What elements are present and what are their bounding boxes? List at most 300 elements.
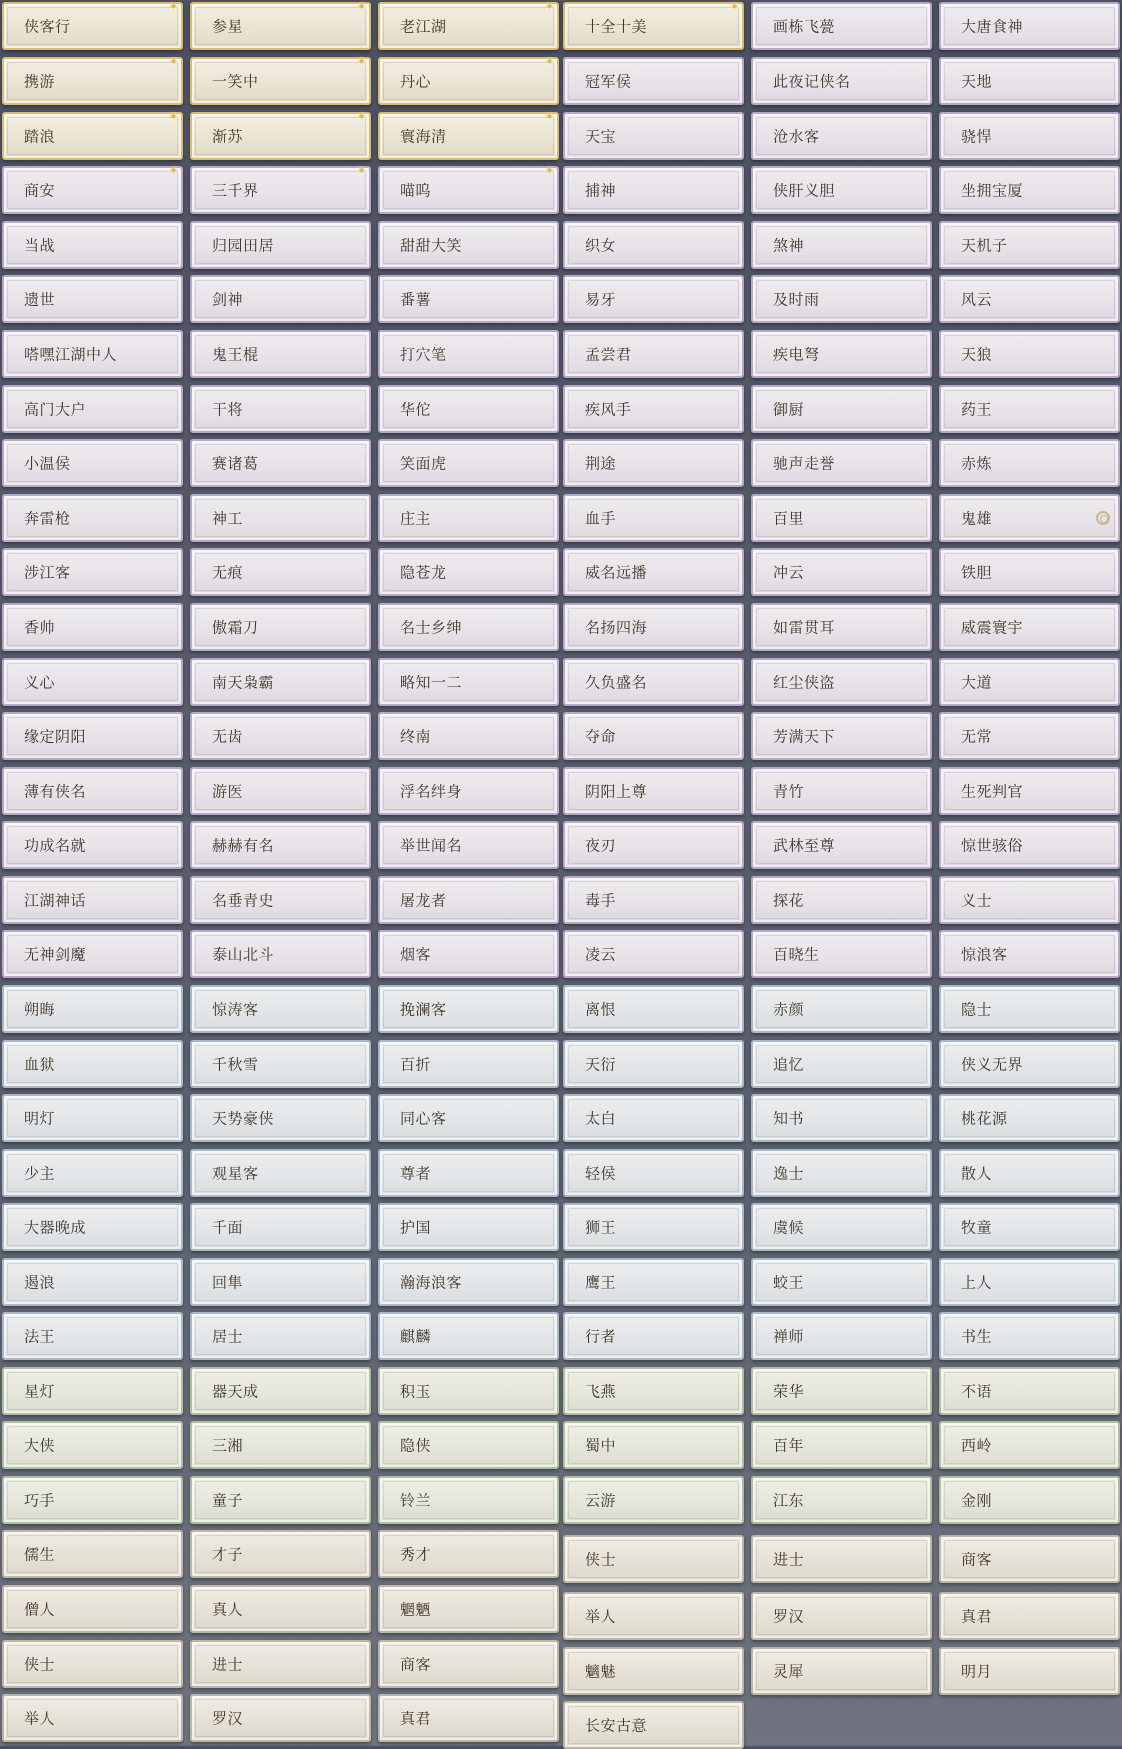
- title-plaque[interactable]: [190, 1585, 371, 1633]
- title-label: 织女: [585, 236, 617, 255]
- title-label: 侠客行: [24, 17, 71, 36]
- title-plaque[interactable]: [378, 275, 559, 323]
- title-plaque[interactable]: [939, 1476, 1120, 1524]
- title-plaque[interactable]: [190, 275, 371, 323]
- title-label: 凌云: [585, 945, 617, 964]
- title-label: 寰海清: [400, 127, 447, 146]
- title-label: 荣华: [773, 1382, 805, 1401]
- title-plaque[interactable]: [563, 166, 744, 214]
- title-plaque[interactable]: [939, 166, 1120, 214]
- title-plaque[interactable]: [939, 275, 1120, 323]
- title-plaque[interactable]: [751, 494, 932, 542]
- title-label: 百年: [773, 1436, 805, 1455]
- title-label: 惊浪客: [961, 945, 1008, 964]
- title-label: 行者: [585, 1327, 617, 1346]
- title-label: 追忆: [773, 1055, 805, 1074]
- title-label: 真君: [400, 1709, 432, 1728]
- title-plaque[interactable]: [563, 1535, 744, 1583]
- title-label: 芳满天下: [773, 727, 836, 746]
- title-label: 魍魉: [400, 1600, 432, 1619]
- title-label: 巧手: [24, 1491, 56, 1510]
- title-plaque[interactable]: [2, 1421, 183, 1469]
- title-label: 上人: [961, 1273, 993, 1292]
- new-star-icon: ✦: [544, 55, 555, 68]
- title-plaque[interactable]: [563, 876, 744, 924]
- title-plaque[interactable]: [2, 821, 183, 869]
- title-plaque[interactable]: [939, 930, 1120, 978]
- title-plaque[interactable]: [563, 1258, 744, 1306]
- title-plaque[interactable]: [939, 385, 1120, 433]
- title-plaque[interactable]: [2, 658, 183, 706]
- title-plaque[interactable]: [751, 275, 932, 323]
- title-plaque[interactable]: [190, 1203, 371, 1251]
- title-plaque[interactable]: [751, 57, 932, 105]
- title-plaque[interactable]: [190, 1476, 371, 1524]
- title-label: 高门大户: [24, 400, 87, 419]
- title-plaque[interactable]: [190, 930, 371, 978]
- title-plaque[interactable]: [378, 439, 559, 487]
- title-plaque[interactable]: [939, 112, 1120, 160]
- title-label: 百里: [773, 509, 805, 528]
- title-plaque[interactable]: [751, 221, 932, 269]
- title-plaque[interactable]: [751, 1535, 932, 1583]
- title-plaque[interactable]: [563, 1701, 744, 1749]
- title-plaque[interactable]: [190, 603, 371, 651]
- title-plaque[interactable]: [378, 221, 559, 269]
- title-plaque[interactable]: [378, 1694, 559, 1742]
- title-plaque[interactable]: [378, 1367, 559, 1415]
- title-plaque[interactable]: [2, 1694, 183, 1742]
- title-label: 三湘: [212, 1436, 244, 1455]
- title-label: 喵呜: [400, 181, 432, 200]
- new-star-icon: ✦: [356, 164, 367, 177]
- title-plaque[interactable]: [563, 1203, 744, 1251]
- title-label: 骁悍: [961, 127, 993, 146]
- title-label: 遏浪: [24, 1273, 56, 1292]
- title-plaque[interactable]: [751, 1203, 932, 1251]
- title-plaque[interactable]: [2, 221, 183, 269]
- title-plaque[interactable]: [563, 1647, 744, 1695]
- title-plaque[interactable]: [2, 1258, 183, 1306]
- title-plaque[interactable]: [563, 603, 744, 651]
- title-label: 隐士: [961, 1000, 993, 1019]
- title-plaque[interactable]: [190, 1367, 371, 1415]
- title-plaque[interactable]: [939, 876, 1120, 924]
- title-plaque[interactable]: [751, 767, 932, 815]
- title-plaque[interactable]: [190, 439, 371, 487]
- title-plaque[interactable]: [751, 1040, 932, 1088]
- title-plaque[interactable]: [378, 1149, 559, 1197]
- title-plaque[interactable]: [939, 1040, 1120, 1088]
- title-plaque[interactable]: [190, 658, 371, 706]
- title-plaque[interactable]: [939, 221, 1120, 269]
- title-label: 举世闻名: [400, 836, 463, 855]
- title-label: 离恨: [585, 1000, 617, 1019]
- title-plaque[interactable]: [563, 385, 744, 433]
- title-label: 剑神: [212, 290, 244, 309]
- title-plaque[interactable]: [378, 821, 559, 869]
- title-plaque[interactable]: [751, 985, 932, 1033]
- title-plaque[interactable]: [751, 166, 932, 214]
- new-star-icon: ✦: [356, 110, 367, 123]
- title-plaque[interactable]: [939, 658, 1120, 706]
- title-plaque[interactable]: [563, 1312, 744, 1360]
- title-label: 如雷贯耳: [773, 618, 836, 637]
- title-plaque[interactable]: [751, 1367, 932, 1415]
- title-label: 天地: [961, 72, 993, 91]
- title-plaque[interactable]: [2, 1312, 183, 1360]
- title-label: 参星: [212, 17, 244, 36]
- title-plaque[interactable]: [190, 767, 371, 815]
- title-label: 功成名就: [24, 836, 87, 855]
- title-plaque[interactable]: [2, 494, 183, 542]
- title-plaque[interactable]: [190, 385, 371, 433]
- title-label: 明灯: [24, 1109, 56, 1128]
- title-plaque[interactable]: [2, 275, 183, 323]
- title-label: 老江湖: [400, 17, 447, 36]
- title-plaque[interactable]: [378, 1530, 559, 1578]
- title-label: 天机子: [961, 236, 1008, 255]
- title-plaque[interactable]: [378, 876, 559, 924]
- title-label: 赛诸葛: [212, 454, 259, 473]
- title-plaque[interactable]: [2, 548, 183, 596]
- title-label: 散人: [961, 1164, 993, 1183]
- title-plaque[interactable]: [2, 385, 183, 433]
- title-plaque[interactable]: [2, 330, 183, 378]
- title-plaque[interactable]: [939, 712, 1120, 760]
- title-plaque[interactable]: [378, 1040, 559, 1088]
- title-plaque[interactable]: [751, 1312, 932, 1360]
- title-plaque[interactable]: [563, 275, 744, 323]
- title-plaque[interactable]: [563, 221, 744, 269]
- title-plaque[interactable]: [939, 330, 1120, 378]
- title-plaque[interactable]: [939, 1535, 1120, 1583]
- title-label: 法王: [24, 1327, 56, 1346]
- title-plaque[interactable]: [190, 1040, 371, 1088]
- title-plaque[interactable]: [939, 439, 1120, 487]
- title-label: 大唐食神: [961, 17, 1024, 36]
- title-label: 桃花源: [961, 1109, 1008, 1128]
- title-label: 风云: [961, 290, 993, 309]
- title-plaque[interactable]: [2, 876, 183, 924]
- title-plaque[interactable]: [939, 1421, 1120, 1469]
- title-plaque[interactable]: [751, 1647, 932, 1695]
- title-label: 千秋雪: [212, 1055, 259, 1074]
- title-plaque[interactable]: [563, 821, 744, 869]
- title-plaque[interactable]: [939, 1367, 1120, 1415]
- title-label: 大侠: [24, 1436, 56, 1455]
- title-label: 星灯: [24, 1382, 56, 1401]
- title-plaque[interactable]: [2, 603, 183, 651]
- title-label: 观星客: [212, 1164, 259, 1183]
- title-label: 侠士: [585, 1550, 617, 1569]
- title-plaque[interactable]: [563, 439, 744, 487]
- title-label: 甜甜大笑: [400, 236, 463, 255]
- title-plaque[interactable]: [190, 985, 371, 1033]
- title-plaque[interactable]: [378, 603, 559, 651]
- title-label: 云游: [585, 1491, 617, 1510]
- title-plaque[interactable]: [563, 930, 744, 978]
- title-plaque[interactable]: [751, 112, 932, 160]
- title-label: 狮王: [585, 1218, 617, 1237]
- title-plaque[interactable]: [378, 385, 559, 433]
- title-plaque[interactable]: [2, 1640, 183, 1688]
- title-plaque[interactable]: [751, 1476, 932, 1524]
- title-plaque[interactable]: [563, 1094, 744, 1142]
- title-label: 打穴笔: [400, 345, 447, 364]
- title-label: 威名远播: [585, 563, 648, 582]
- title-plaque[interactable]: [751, 439, 932, 487]
- title-plaque[interactable]: [563, 1421, 744, 1469]
- title-plaque[interactable]: [939, 767, 1120, 815]
- title-plaque[interactable]: [751, 1094, 932, 1142]
- title-plaque[interactable]: [2, 1530, 183, 1578]
- title-plaque[interactable]: [2, 2, 183, 50]
- new-star-icon: ✦: [356, 55, 367, 68]
- title-plaque[interactable]: [190, 1149, 371, 1197]
- title-plaque[interactable]: [190, 1312, 371, 1360]
- title-label: 明月: [961, 1662, 993, 1681]
- title-label: 江东: [773, 1491, 805, 1510]
- title-plaque[interactable]: [563, 658, 744, 706]
- title-plaque[interactable]: [190, 1694, 371, 1742]
- title-plaque[interactable]: [751, 2, 932, 50]
- title-plaque[interactable]: [563, 712, 744, 760]
- title-plaque[interactable]: [190, 1530, 371, 1578]
- title-label: 天势豪侠: [212, 1109, 275, 1128]
- title-plaque[interactable]: [378, 330, 559, 378]
- title-label: 归园田居: [212, 236, 275, 255]
- title-label: 名扬四海: [585, 618, 648, 637]
- title-label: 赤炼: [961, 454, 993, 473]
- title-label: 大器晚成: [24, 1218, 87, 1237]
- title-label: 西岭: [961, 1436, 993, 1455]
- title-plaque[interactable]: [2, 1585, 183, 1633]
- title-label: 惊世骇俗: [961, 836, 1024, 855]
- new-star-icon: ✦: [168, 55, 179, 68]
- title-plaque[interactable]: [751, 712, 932, 760]
- title-label: 阴阳上尊: [585, 782, 648, 801]
- title-plaque[interactable]: [563, 330, 744, 378]
- title-plaque[interactable]: [378, 166, 559, 214]
- title-plaque[interactable]: [939, 1094, 1120, 1142]
- title-label: 僧人: [24, 1600, 56, 1619]
- title-label: 遗世: [24, 290, 56, 309]
- title-plaque[interactable]: [939, 985, 1120, 1033]
- title-plaque[interactable]: [563, 1592, 744, 1640]
- title-label: 牧童: [961, 1218, 993, 1237]
- title-plaque[interactable]: [751, 330, 932, 378]
- title-label: 千面: [212, 1218, 244, 1237]
- title-plaque[interactable]: [190, 1640, 371, 1688]
- title-label: 携游: [24, 72, 56, 91]
- title-label: 名垂青史: [212, 891, 275, 910]
- title-plaque[interactable]: [939, 1592, 1120, 1640]
- title-label: 无齿: [212, 727, 244, 746]
- title-plaque[interactable]: [2, 930, 183, 978]
- title-plaque[interactable]: [563, 1367, 744, 1415]
- title-plaque[interactable]: [939, 1203, 1120, 1251]
- title-label: 涉江客: [24, 563, 71, 582]
- title-label: 举人: [585, 1607, 617, 1626]
- title-label: 书生: [961, 1327, 993, 1346]
- title-label: 终南: [400, 727, 432, 746]
- title-plaque[interactable]: [751, 930, 932, 978]
- title-label: 侠士: [24, 1655, 56, 1674]
- title-plaque[interactable]: [939, 603, 1120, 651]
- title-plaque[interactable]: [751, 603, 932, 651]
- title-label: 进士: [773, 1550, 805, 1569]
- title-label: 冠军侯: [585, 72, 632, 91]
- title-plaque[interactable]: [563, 1149, 744, 1197]
- title-plaque[interactable]: [378, 1094, 559, 1142]
- title-plaque[interactable]: [751, 1258, 932, 1306]
- title-plaque[interactable]: [939, 57, 1120, 105]
- title-label: 蛟王: [773, 1273, 805, 1292]
- title-label: 一笑中: [212, 72, 259, 91]
- title-label: 百晓生: [773, 945, 820, 964]
- title-label: 傲霜刀: [212, 618, 259, 637]
- title-plaque[interactable]: [190, 1258, 371, 1306]
- title-plaque[interactable]: [751, 876, 932, 924]
- title-plaque[interactable]: [378, 1421, 559, 1469]
- title-plaque[interactable]: [563, 112, 744, 160]
- new-star-icon: ✦: [544, 0, 555, 13]
- title-label: 庄主: [400, 509, 432, 528]
- title-plaque[interactable]: [939, 821, 1120, 869]
- title-label: 易牙: [585, 290, 617, 309]
- title-label: 红尘侠盗: [773, 673, 836, 692]
- title-label: 血手: [585, 509, 617, 528]
- title-plaque[interactable]: [939, 548, 1120, 596]
- title-label: 及时雨: [773, 290, 820, 309]
- title-label: 赫赫有名: [212, 836, 275, 855]
- title-label: 飞燕: [585, 1382, 617, 1401]
- title-plaque[interactable]: [2, 1094, 183, 1142]
- title-plaque[interactable]: [751, 821, 932, 869]
- title-plaque[interactable]: [563, 1040, 744, 1088]
- title-plaque[interactable]: [563, 1476, 744, 1524]
- title-plaque[interactable]: [751, 385, 932, 433]
- new-star-icon: ✦: [356, 0, 367, 13]
- title-plaque[interactable]: [378, 494, 559, 542]
- title-plaque[interactable]: [378, 112, 559, 160]
- title-label: 神工: [212, 509, 244, 528]
- title-label: 尊者: [400, 1164, 432, 1183]
- title-label: 坐拥宝厦: [961, 181, 1024, 200]
- title-plaque[interactable]: [2, 112, 183, 160]
- title-label: 真君: [961, 1607, 993, 1626]
- title-plaque[interactable]: [2, 1203, 183, 1251]
- title-label: 轻侯: [585, 1164, 617, 1183]
- title-plaque[interactable]: [190, 712, 371, 760]
- title-plaque[interactable]: [378, 1312, 559, 1360]
- title-plaque[interactable]: [378, 57, 559, 105]
- title-plaque[interactable]: [563, 2, 744, 50]
- title-plaque[interactable]: [2, 57, 183, 105]
- title-label: 夜刃: [585, 836, 617, 855]
- title-plaque[interactable]: [2, 1476, 183, 1524]
- title-plaque[interactable]: [2, 439, 183, 487]
- title-label: 进士: [212, 1655, 244, 1674]
- title-label: 隐侠: [400, 1436, 432, 1455]
- title-plaque[interactable]: [939, 1149, 1120, 1197]
- title-label: 冲云: [773, 563, 805, 582]
- title-plaque[interactable]: [939, 1312, 1120, 1360]
- title-plaque[interactable]: [2, 1367, 183, 1415]
- title-plaque[interactable]: [378, 1476, 559, 1524]
- title-plaque[interactable]: [563, 548, 744, 596]
- title-plaque[interactable]: [563, 985, 744, 1033]
- title-label: 药王: [961, 400, 993, 419]
- title-plaque[interactable]: [190, 821, 371, 869]
- title-plaque[interactable]: [2, 1149, 183, 1197]
- title-plaque[interactable]: [378, 767, 559, 815]
- title-plaque[interactable]: [190, 2, 371, 50]
- title-plaque[interactable]: [2, 985, 183, 1033]
- title-plaque[interactable]: [939, 2, 1120, 50]
- title-plaque[interactable]: [563, 767, 744, 815]
- title-plaque[interactable]: [2, 712, 183, 760]
- title-plaque[interactable]: [378, 1585, 559, 1633]
- title-plaque[interactable]: [190, 112, 371, 160]
- title-plaque[interactable]: [190, 494, 371, 542]
- title-plaque[interactable]: [563, 494, 744, 542]
- title-plaque[interactable]: [751, 658, 932, 706]
- title-plaque[interactable]: [378, 985, 559, 1033]
- title-plaque[interactable]: [190, 57, 371, 105]
- title-label: 御厨: [773, 400, 805, 419]
- title-plaque[interactable]: [190, 330, 371, 378]
- title-plaque[interactable]: [378, 1203, 559, 1251]
- title-plaque[interactable]: [190, 1421, 371, 1469]
- title-plaque[interactable]: [939, 1258, 1120, 1306]
- title-label: 挽澜客: [400, 1000, 447, 1019]
- title-plaque[interactable]: [378, 2, 559, 50]
- spiral-emblem-icon: [1096, 511, 1110, 525]
- title-plaque[interactable]: [2, 166, 183, 214]
- title-plaque[interactable]: [378, 548, 559, 596]
- title-plaque[interactable]: [939, 494, 1120, 542]
- title-plaque[interactable]: [378, 1258, 559, 1306]
- title-label: 天狼: [961, 345, 993, 364]
- title-plaque[interactable]: [751, 1149, 932, 1197]
- title-label: 鹰王: [585, 1273, 617, 1292]
- title-plaque[interactable]: [190, 548, 371, 596]
- title-plaque[interactable]: [190, 166, 371, 214]
- title-label: 魑魅: [585, 1662, 617, 1681]
- new-star-icon: ✦: [544, 110, 555, 123]
- title-plaque[interactable]: [378, 658, 559, 706]
- title-plaque[interactable]: [751, 548, 932, 596]
- title-plaque[interactable]: [378, 712, 559, 760]
- title-plaque[interactable]: [563, 57, 744, 105]
- title-plaque[interactable]: [939, 1647, 1120, 1695]
- title-plaque[interactable]: [190, 876, 371, 924]
- title-plaque[interactable]: [378, 930, 559, 978]
- title-plaque[interactable]: [751, 1592, 932, 1640]
- title-plaque[interactable]: [378, 1640, 559, 1688]
- title-plaque[interactable]: [190, 221, 371, 269]
- title-plaque[interactable]: [2, 767, 183, 815]
- title-label: 南天枭霸: [212, 673, 275, 692]
- title-plaque[interactable]: [751, 1421, 932, 1469]
- title-label: 踏浪: [24, 127, 56, 146]
- title-plaque[interactable]: [190, 1094, 371, 1142]
- title-label: 禅师: [773, 1327, 805, 1346]
- title-label: 嗒嘿江湖中人: [24, 345, 118, 364]
- title-plaque[interactable]: [2, 1040, 183, 1088]
